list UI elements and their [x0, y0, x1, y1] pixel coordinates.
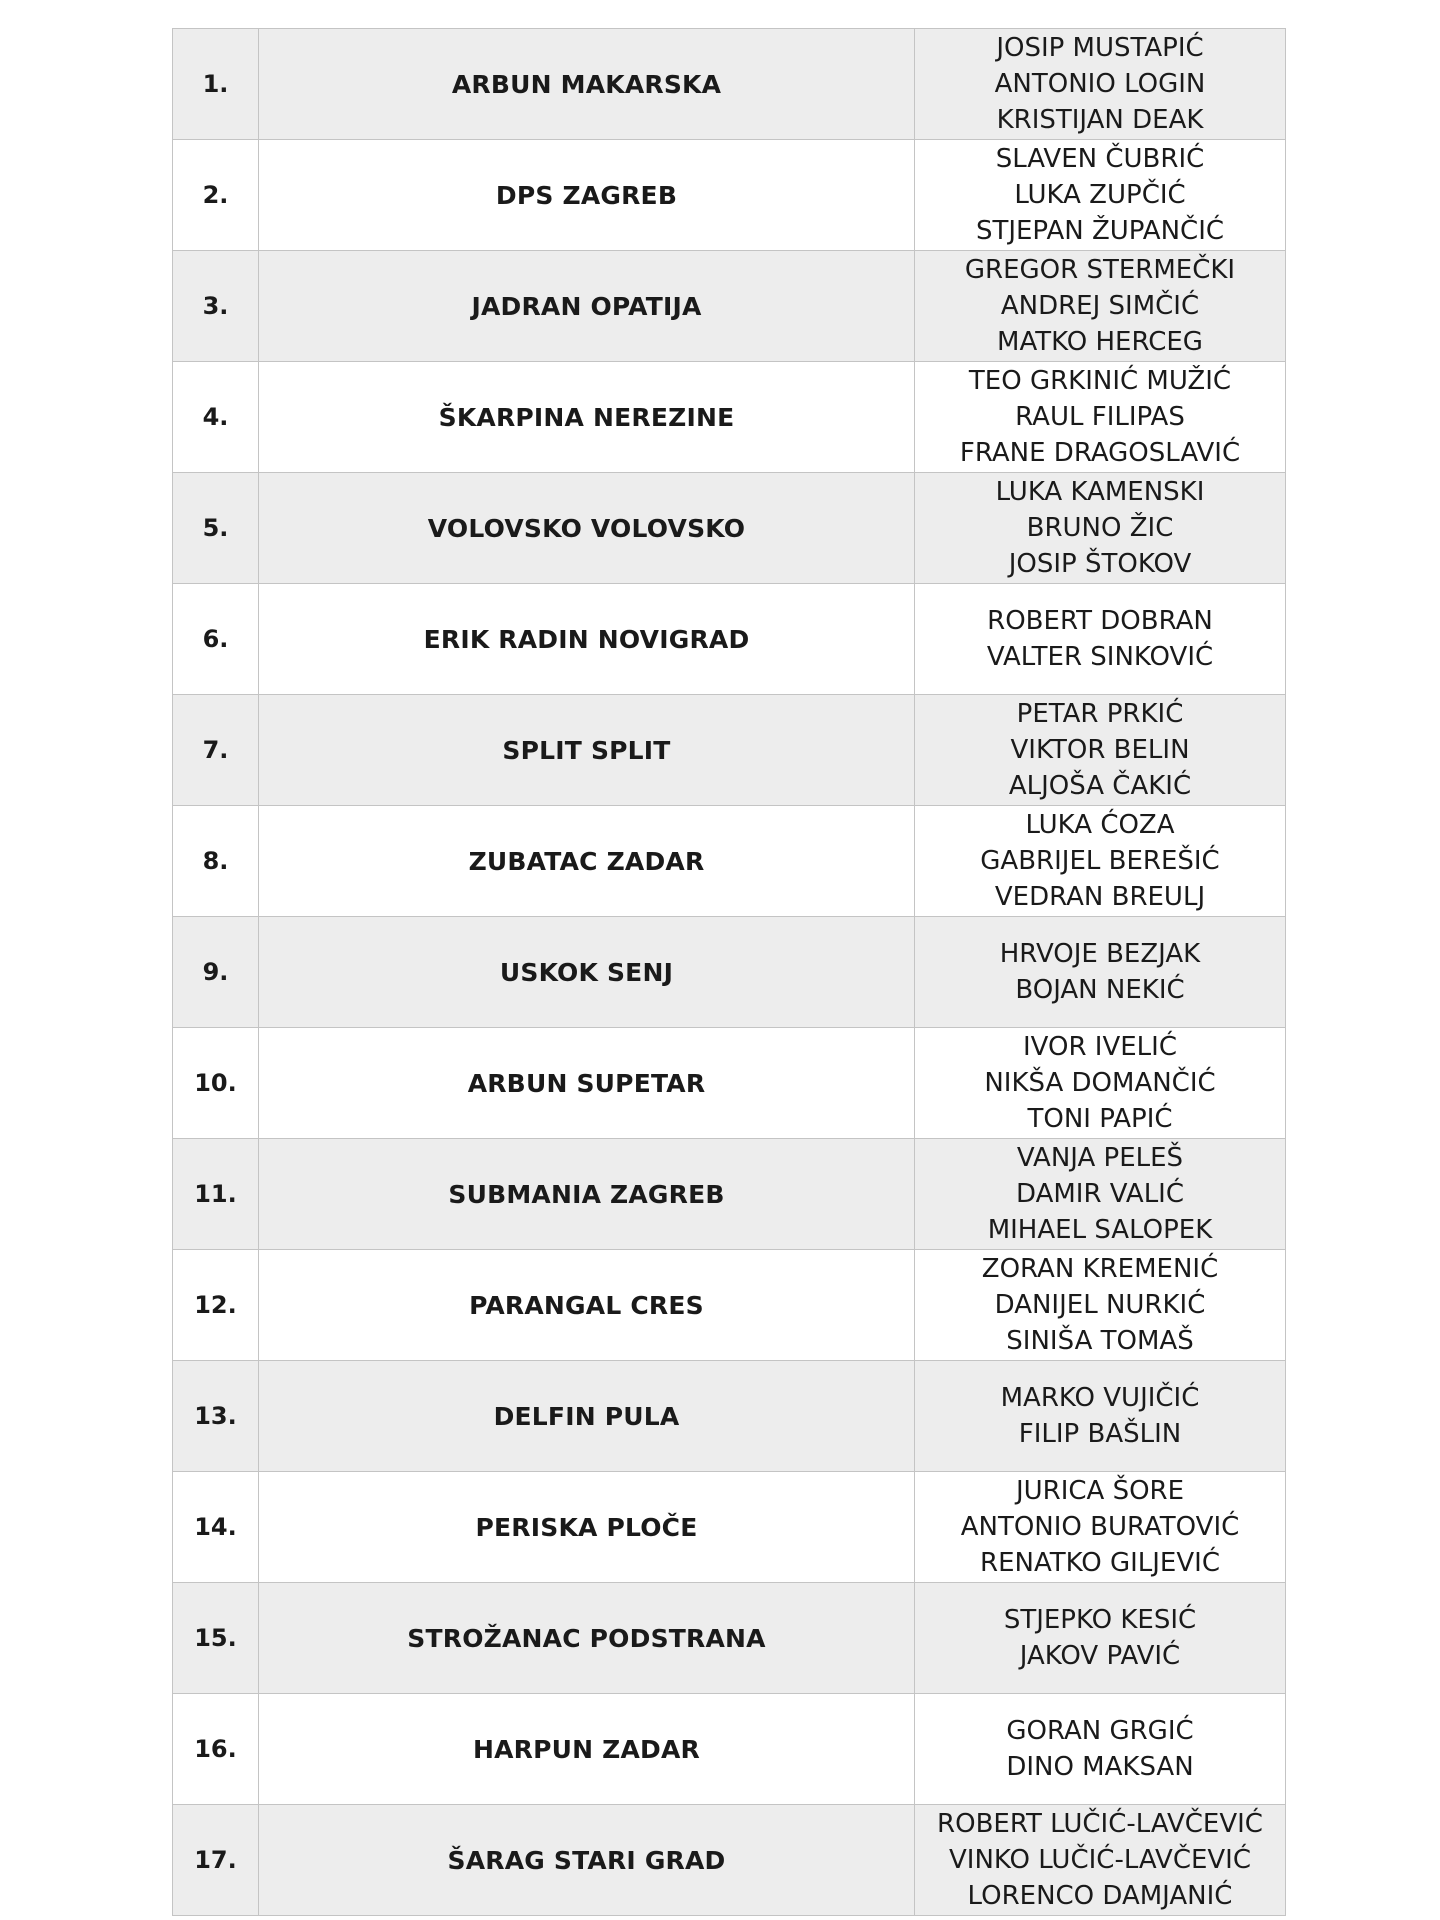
- member-name: VALTER SINKOVIĆ: [986, 642, 1214, 672]
- table-row: [173, 584, 1286, 695]
- table-row: [173, 1250, 1286, 1361]
- member-name: STJEPKO KESIĆ: [1003, 1605, 1197, 1635]
- members-cell: [915, 251, 1286, 362]
- member-name: VIKTOR BELIN: [1010, 735, 1190, 765]
- member-name: ALJOŠA ČAKIĆ: [1008, 771, 1192, 801]
- member-name: DAMIR VALIĆ: [1016, 1179, 1184, 1209]
- member-name: DANIJEL NURKIĆ: [994, 1290, 1206, 1320]
- member-name: LUKA ZUPČIĆ: [1014, 180, 1186, 210]
- member-name: FRANE DRAGOSLAVIĆ: [959, 438, 1241, 468]
- club-name-cell: ŠKARPINA NEREZINE: [259, 362, 915, 473]
- club-name-cell: PERISKA PLOČE: [259, 1472, 915, 1583]
- club-name-cell: SUBMANIA ZAGREB: [259, 1139, 915, 1250]
- club-name-cell: SPLIT SPLIT: [259, 695, 915, 806]
- members-cell: [915, 1583, 1286, 1694]
- rank-cell: 2.: [173, 140, 259, 251]
- club-name-cell: ERIK RADIN NOVIGRAD: [259, 584, 915, 695]
- table-row: [173, 1361, 1286, 1472]
- table-row: [173, 29, 1286, 140]
- rank-cell: 15.: [173, 1583, 259, 1694]
- table-row: [173, 917, 1286, 1028]
- rank-cell: 8.: [173, 806, 259, 917]
- members-cell: [915, 1472, 1286, 1583]
- rank-cell: 6.: [173, 584, 259, 695]
- club-name-cell: JADRAN OPATIJA: [259, 251, 915, 362]
- table-body: [173, 29, 1286, 1916]
- members-cell: [915, 1805, 1286, 1916]
- table-row: [173, 251, 1286, 362]
- table-row: [173, 473, 1286, 584]
- member-name: JAKOV PAVIĆ: [1019, 1641, 1181, 1671]
- member-name: GREGOR STERMEČKI: [964, 255, 1236, 285]
- rank-cell: 3.: [173, 251, 259, 362]
- table-row: [173, 140, 1286, 251]
- rank-cell: 9.: [173, 917, 259, 1028]
- member-name: MIHAEL SALOPEK: [987, 1215, 1213, 1245]
- members-cell: [915, 1139, 1286, 1250]
- member-name: ROBERT LUČIĆ-LAVČEVIĆ: [937, 1809, 1263, 1839]
- rank-cell: 11.: [173, 1139, 259, 1250]
- club-name-cell: PARANGAL CRES: [259, 1250, 915, 1361]
- members-cell: [915, 1694, 1286, 1805]
- member-name: JOSIP ŠTOKOV: [1008, 549, 1192, 579]
- club-name-cell: DELFIN PULA: [259, 1361, 915, 1472]
- member-name: ANTONIO BURATOVIĆ: [960, 1512, 1240, 1542]
- member-name: BOJAN NEKIĆ: [1015, 975, 1185, 1005]
- member-name: VANJA PELEŠ: [1016, 1143, 1184, 1173]
- member-name: ANDREJ SIMČIĆ: [1000, 291, 1200, 321]
- results-table: [172, 28, 1286, 1916]
- club-name-cell: DPS ZAGREB: [259, 140, 915, 251]
- club-name-cell: VOLOVSKO VOLOVSKO: [259, 473, 915, 584]
- rank-cell: 1.: [173, 29, 259, 140]
- members-cell: [915, 29, 1286, 140]
- members-cell: [915, 695, 1286, 806]
- member-name: ZORAN KREMENIĆ: [981, 1254, 1219, 1284]
- member-name: TONI PAPIĆ: [1027, 1104, 1173, 1134]
- member-name: FILIP BAŠLIN: [1018, 1419, 1182, 1449]
- rank-cell: 16.: [173, 1694, 259, 1805]
- member-name: VINKO LUČIĆ-LAVČEVIĆ: [948, 1845, 1252, 1875]
- club-name-cell: USKOK SENJ: [259, 917, 915, 1028]
- member-name: KRISTIJAN DEAK: [996, 105, 1204, 135]
- members-cell: [915, 473, 1286, 584]
- member-name: JOSIP MUSTAPIĆ: [996, 33, 1204, 63]
- members-cell: [915, 1361, 1286, 1472]
- club-name-cell: STROŽANAC PODSTRANA: [259, 1583, 915, 1694]
- rank-cell: 10.: [173, 1028, 259, 1139]
- members-cell: [915, 1250, 1286, 1361]
- member-name: TEO GRKINIĆ MUŽIĆ: [968, 366, 1232, 396]
- members-cell: [915, 917, 1286, 1028]
- table-row: [173, 1805, 1286, 1916]
- table-row: [173, 1472, 1286, 1583]
- member-name: RENATKO GILJEVIĆ: [980, 1548, 1220, 1578]
- rank-cell: 4.: [173, 362, 259, 473]
- member-name: VEDRAN BREULJ: [994, 882, 1206, 912]
- rank-cell: 7.: [173, 695, 259, 806]
- member-name: PETAR PRKIĆ: [1016, 699, 1184, 729]
- rank-cell: 17.: [173, 1805, 259, 1916]
- table-row: [173, 806, 1286, 917]
- member-name: LORENCO DAMJANIĆ: [967, 1881, 1233, 1911]
- member-name: ANTONIO LOGIN: [994, 69, 1206, 99]
- member-name: MARKO VUJIČIĆ: [1000, 1383, 1200, 1413]
- table-row: [173, 1694, 1286, 1805]
- table-row: [173, 1139, 1286, 1250]
- member-name: HRVOJE BEZJAK: [999, 939, 1201, 969]
- member-name: SINIŠA TOMAŠ: [1006, 1326, 1194, 1356]
- member-name: MATKO HERCEG: [997, 327, 1203, 357]
- members-cell: [915, 806, 1286, 917]
- rank-cell: 12.: [173, 1250, 259, 1361]
- club-name-cell: ZUBATAC ZADAR: [259, 806, 915, 917]
- member-name: DINO MAKSAN: [1006, 1752, 1194, 1782]
- member-name: NIKŠA DOMANČIĆ: [984, 1068, 1216, 1098]
- member-name: LUKA KAMENSKI: [995, 477, 1205, 507]
- member-name: GABRIJEL BEREŠIĆ: [980, 846, 1220, 876]
- club-name-cell: ARBUN MAKARSKA: [259, 29, 915, 140]
- member-name: ROBERT DOBRAN: [987, 606, 1213, 636]
- members-cell: [915, 1028, 1286, 1139]
- members-cell: [915, 362, 1286, 473]
- rank-cell: 14.: [173, 1472, 259, 1583]
- table-row: [173, 1028, 1286, 1139]
- member-name: JURICA ŠORE: [1015, 1476, 1185, 1506]
- member-name: IVOR IVELIĆ: [1023, 1032, 1177, 1062]
- table-row: [173, 1583, 1286, 1694]
- member-name: STJEPAN ŽUPANČIĆ: [975, 216, 1225, 246]
- members-cell: [915, 584, 1286, 695]
- member-name: BRUNO ŽIC: [1026, 513, 1174, 543]
- table-row: [173, 695, 1286, 806]
- member-name: LUKA ĆOZA: [1025, 810, 1175, 840]
- member-name: RAUL FILIPAS: [1015, 402, 1185, 432]
- club-name-cell: HARPUN ZADAR: [259, 1694, 915, 1805]
- members-cell: [915, 140, 1286, 251]
- member-name: GORAN GRGIĆ: [1006, 1716, 1194, 1746]
- rank-cell: 13.: [173, 1361, 259, 1472]
- club-name-cell: ŠARAG STARI GRAD: [259, 1805, 915, 1916]
- rank-cell: 5.: [173, 473, 259, 584]
- table-row: [173, 362, 1286, 473]
- club-name-cell: ARBUN SUPETAR: [259, 1028, 915, 1139]
- member-name: SLAVEN ČUBRIĆ: [995, 144, 1205, 174]
